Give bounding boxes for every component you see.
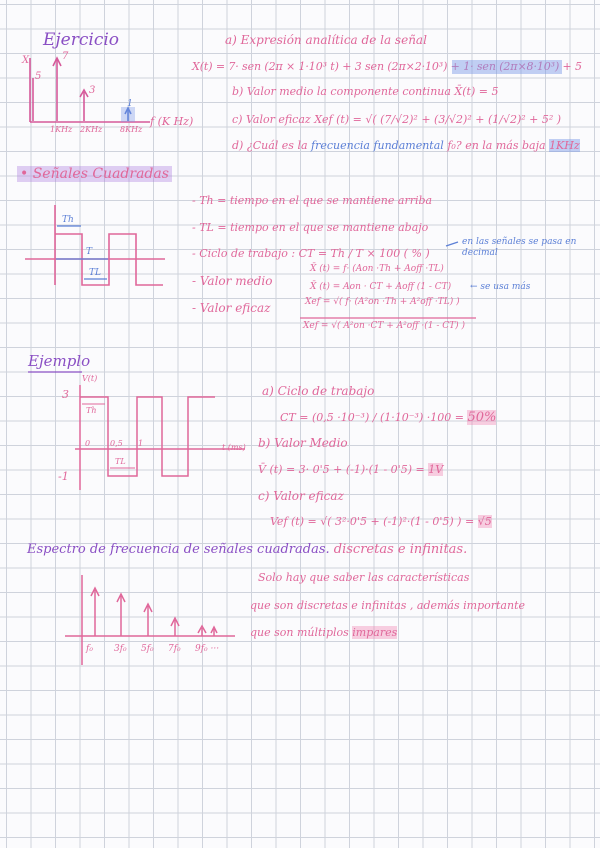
def-tl: - TL = tiempo en el que se mantiene abajo [192, 221, 429, 234]
espectro-tick-3f0: 3f₀ [114, 644, 127, 654]
ejemplo-x-tick-1: 1 [138, 439, 144, 448]
ejemplo-vm-formula: V̄ (t) = 3· 0'5 + (-1)·(1 - 0'5) = 1V [258, 463, 444, 476]
spectrum-peak-1: 1 [127, 99, 133, 109]
spectrum-tick-1khz: 1KHz [50, 125, 73, 134]
spectrum-x-label: f (K Hz) [150, 115, 194, 128]
valor-medio-formula-2: X̄ (t) = Aon · CT + Aoff (1 - CT) [310, 282, 452, 292]
question-d: d) ¿Cuál es la frecuencia fundamental f₀? en la más baja 1KHz [232, 139, 580, 152]
spectrum-peak-7: 7 [62, 51, 69, 62]
espectro-note-2: que son discretas e infinitas , además importante [250, 599, 525, 612]
espectro-tick-7f0: 7f₀ [168, 644, 181, 654]
question-c: c) Valor eficaz Xef (t) = √( (7/√2)² + (3/√2)² + (1/√2)² + 5² ) [232, 113, 562, 126]
ejemplo-th-label: Th [86, 406, 97, 415]
ejemplo-ve-formula: Vef (t) = √( 3²·0'5 + (-1)²·(1 - 0'5) ) = √5 [270, 515, 492, 528]
valor-medio-formula-1: X̄ (t) = f· (Aon ·Th + Aoff ·TL) [310, 264, 444, 274]
ejemplo-q-b: b) Valor Medio [258, 436, 348, 450]
ejemplo-x-tick-0: 0 [85, 439, 91, 448]
valor-eficaz-formula-1: Xef = √( f· (A²on ·Th + A²off ·TL) ) [305, 297, 460, 307]
ejemplo-x-axis-label: t (ms) [222, 443, 246, 452]
espectro-tick-f0: f₀ [86, 644, 93, 654]
ejercicio-title: Ejercicio [43, 30, 120, 50]
wave-tl-label: TL [89, 268, 101, 278]
spectrum-y-label: X [22, 55, 30, 66]
spectrum-tick-2khz: 2KHz [80, 125, 103, 134]
spectrum-peak-5: 5 [35, 71, 42, 82]
ejemplo-y-axis-label: V(t) [82, 374, 98, 383]
espectro-tick-9f0: 9f₀ ··· [195, 644, 220, 654]
spectrum-tick-8khz: 8KHz [120, 125, 143, 134]
valor-medio-note: ← se usa más [470, 282, 531, 292]
ejemplo-ct-answer: 50% [467, 410, 497, 425]
ejemplo-tl-label: TL [115, 457, 126, 466]
valor-eficaz-label: - Valor eficaz [192, 301, 271, 315]
def-th: - Th = tiempo en el que se mantiene arriba [192, 194, 433, 207]
formula-highlight [452, 60, 562, 74]
ciclo-trabajo-def: - Ciclo de trabajo : CT = Th / T × 100 ( % ) [192, 247, 430, 260]
question-a: a) Expresión analítica de la señal [225, 33, 427, 47]
impares-highlight: impares [352, 626, 398, 639]
ejemplo-ve-answer: √5 [477, 515, 492, 528]
valor-eficaz-formula-2: Xef = √( A²on ·CT + A²off ·(1 - CT) ) [303, 321, 466, 331]
espectro-tick-5f0: 5f₀ [141, 644, 154, 654]
espectro-title: Espectro de frecuencia de señales cuadradas. discretas e infinitas. [27, 542, 468, 557]
formula-text: X(t) = 7· sen (2π × 1·10³ t) + 3 sen (2π×2·10³) + 1· sen (2π×8·10³) + 5 [192, 60, 582, 73]
espectro-note-3: que son múltiplos impares [250, 626, 398, 639]
ejemplo-y-bottom: -1 [58, 470, 69, 483]
ejemplo-vm-answer: 1V [428, 463, 444, 476]
ciclo-note: en las señales se pasa en decimal [462, 237, 577, 259]
spectrum-highlight [121, 107, 135, 122]
espectro-note-1: Solo hay que saber las características [258, 571, 470, 584]
ejemplo-x-tick-05: 0,5 [110, 439, 123, 448]
ejemplo-title: Ejemplo [28, 352, 91, 370]
wave-t-label: T [86, 247, 93, 257]
spectrum-peak-3: 3 [89, 85, 96, 96]
answer-1khz: 1KHz [549, 139, 580, 152]
fundamental-frequency-term: frecuencia fundamental [311, 139, 444, 152]
cuadradas-title: • Señales Cuadradas [17, 166, 172, 182]
ejemplo-q-a: a) Ciclo de trabajo [262, 384, 375, 398]
ejemplo-q-c: c) Valor eficaz [258, 489, 344, 503]
question-b: b) Valor medio la componente continua X̄(t) = 5 [232, 85, 499, 98]
ejemplo-y-top: 3 [62, 388, 69, 401]
wave-th-label: Th [62, 215, 74, 225]
valor-medio-label: - Valor medio [192, 274, 273, 288]
ejemplo-graph [75, 385, 245, 490]
ejemplo-ct-formula: CT = (0,5 ·10⁻³) / (1·10⁻³) ·100 = 50% [280, 410, 497, 425]
ejemplo-square-wave [80, 397, 215, 476]
